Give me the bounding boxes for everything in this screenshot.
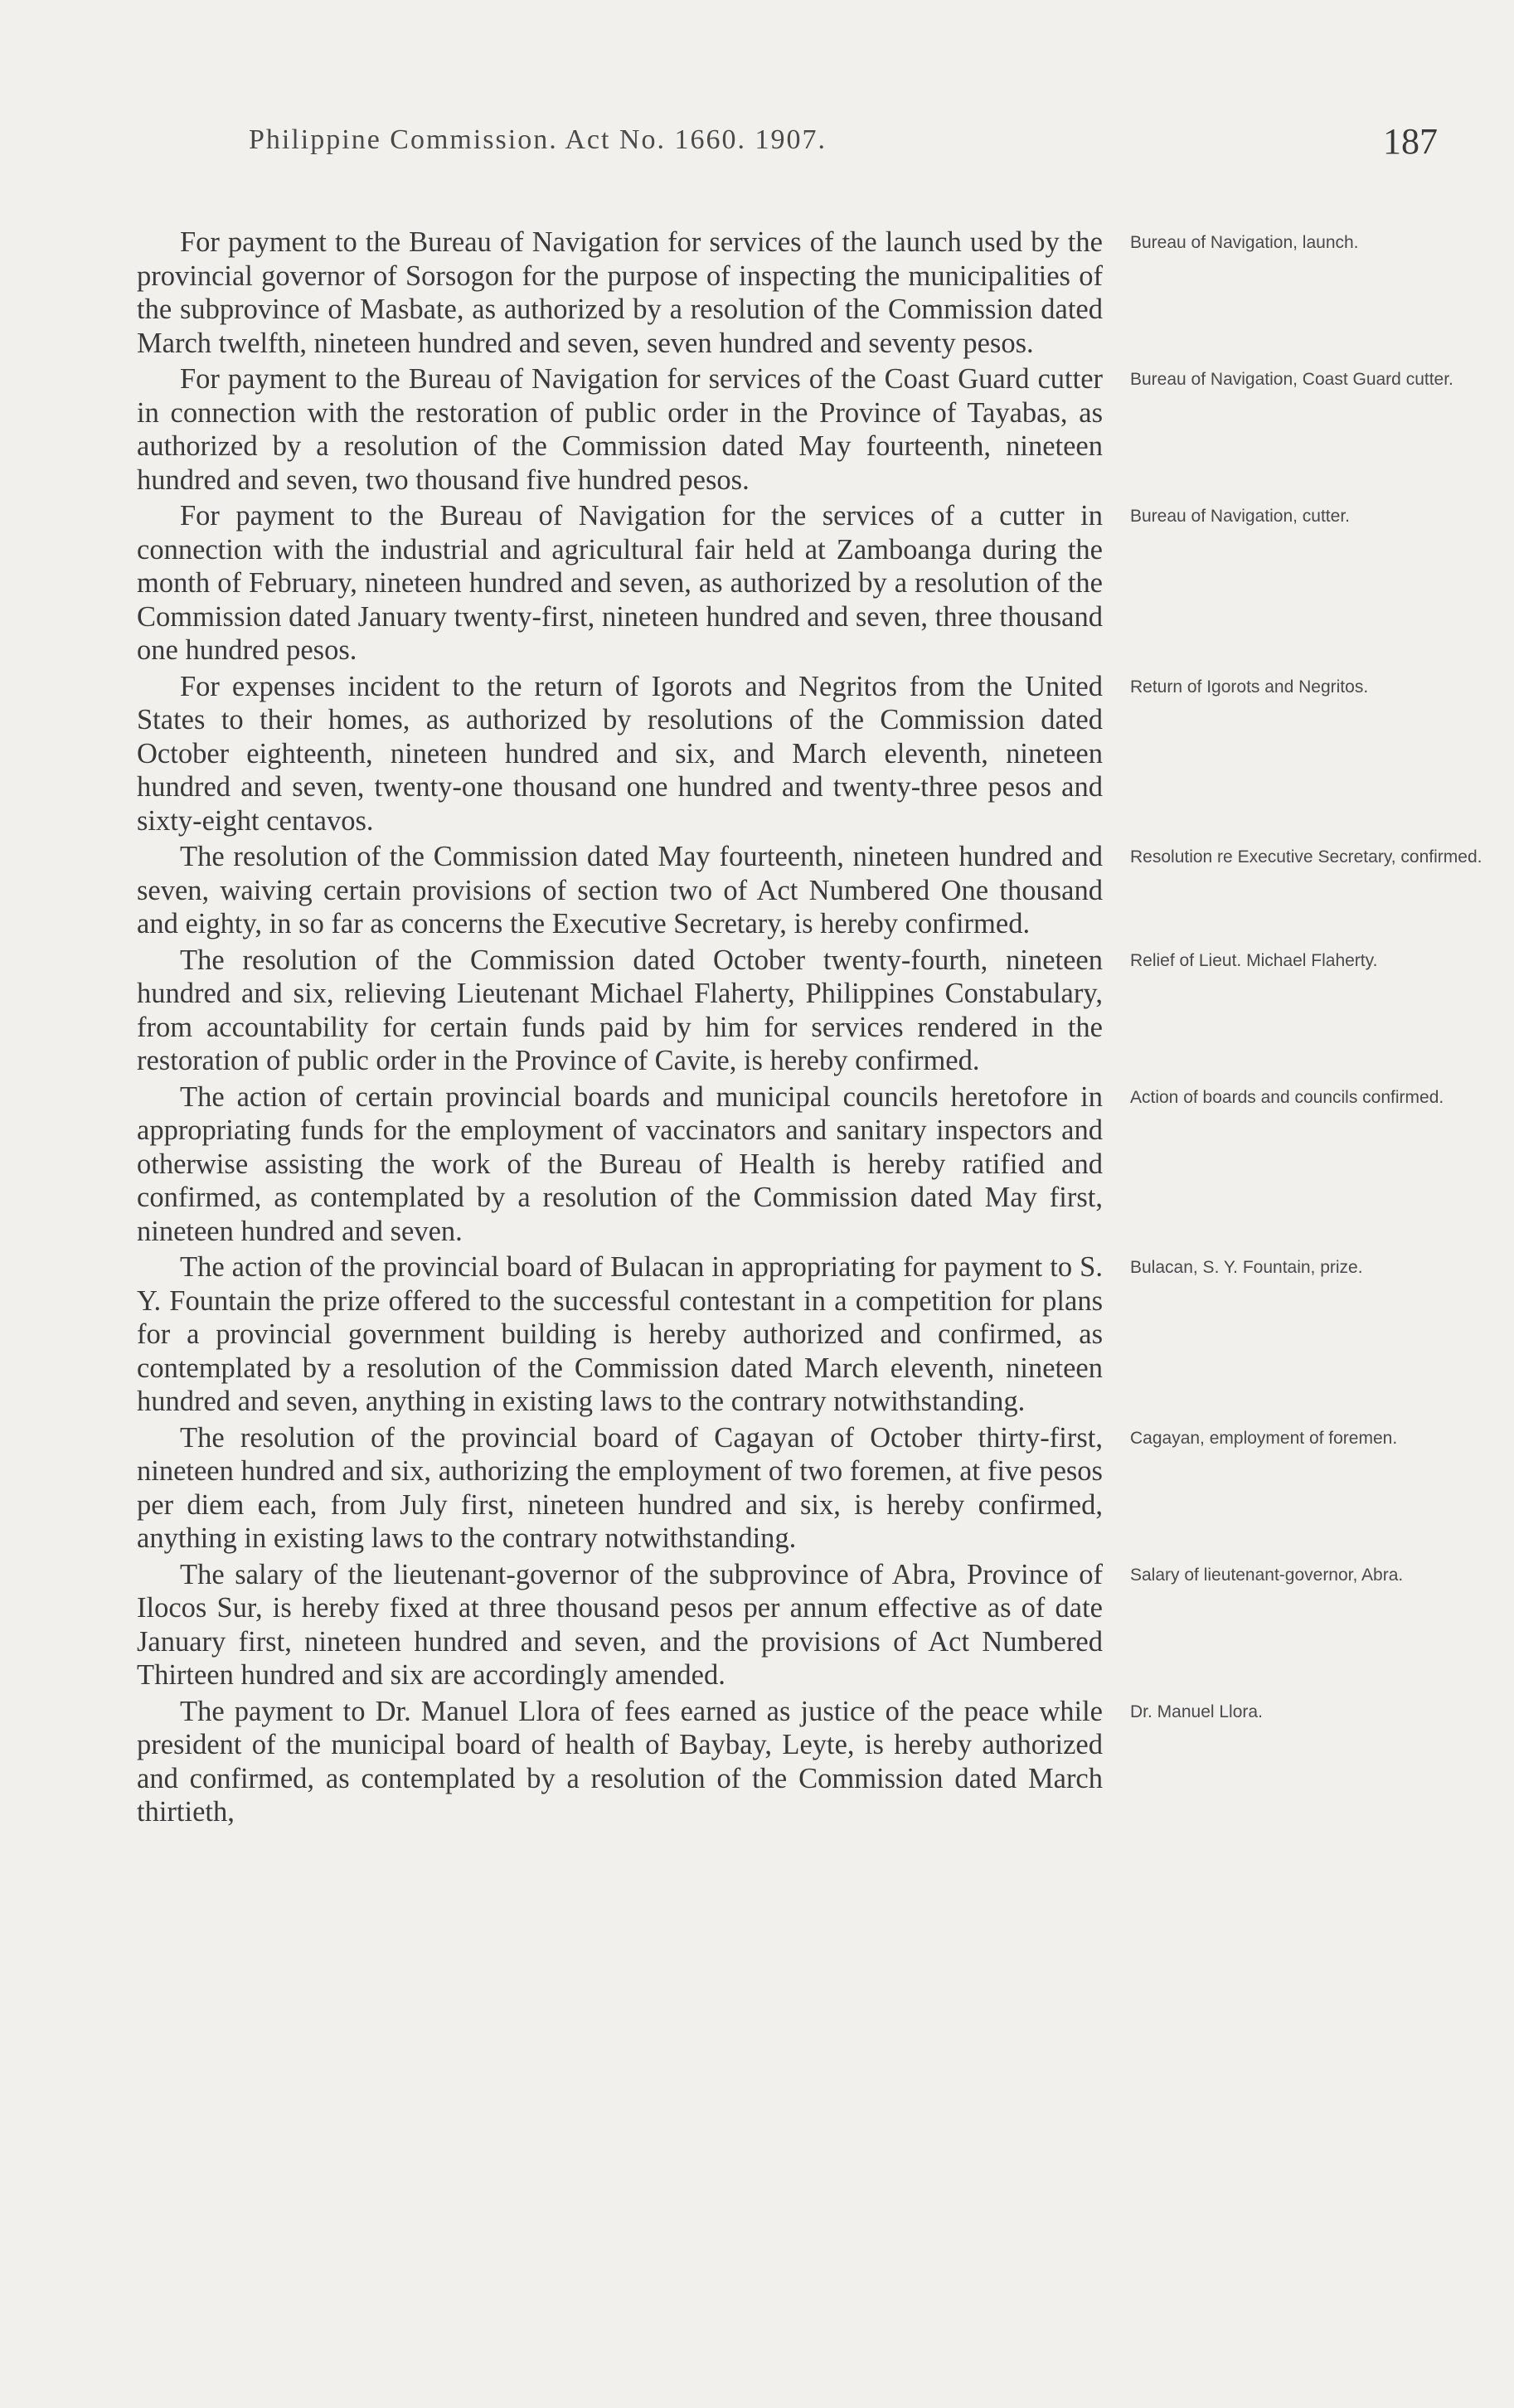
margin-note: Return of Igorots and Negritos. (1130, 677, 1369, 697)
page-number: 187 (1383, 121, 1438, 162)
paragraph-5 (137, 840, 1482, 941)
paragraph-2 (137, 362, 1453, 497)
paragraph-text: The action of certain provincial boards and municipal councils heretofore in appropriating funds for the employment of vaccinators and sanitary inspectors and otherwise assisting the work of the Bureau of Health is hereby ratified and confirmed, as contemplated by a resolution of the Commission dated May first, nineteen hundred and seven. (137, 1080, 1103, 1247)
paragraph-text: The action of the provincial board of Bulacan in appropriating for payment to S. Y. Fountain the prize offered to the successful contestant in a competition for plans for a provincial government building is hereby authorized and confirmed, as contemplated by a resolution of the Commission dated March eleventh, nineteen hundred and seven, anything in existing laws to the contrary notwithstanding. (137, 1251, 1103, 1417)
paragraph-8 (137, 1250, 1363, 1419)
paragraph-7 (137, 1080, 1444, 1249)
paragraph-text: For expenses incident to the return of Igorots and Negritos from the United States to their homes, as authorized by resolutions of the Commission dated October eighteenth, nineteen hundred and six, and March eleventh, nineteen hundred and seven, twenty-one thousand one hundred and twenty-three pesos and sixty-eight centavos. (137, 670, 1103, 837)
paragraph-text: For payment to the Bureau of Navigation for services of the launch used by the provincial governor of Sorsogon for the purpose of inspecting the municipalities of the subprovince of Masbate, as authorized by a resolution of the Commission dated March twelfth, nineteen hundred and seven, seven hundred and seventy pesos. (137, 226, 1103, 359)
paragraph-9 (137, 1421, 1398, 1556)
paragraph-text: The resolution of the provincial board of Cagayan of October thirty-first, nineteen hundred and six, authorizing the employment of two foremen, at five pesos per diem each, from July first, nineteen hundred and six, is hereby confirmed, anything in existing laws to the contrary notwithstanding. (137, 1421, 1103, 1554)
margin-note: Resolution re Executive Secretary, confirmed. (1130, 847, 1482, 867)
document-body (137, 226, 1482, 1832)
margin-note: Cagayan, employment of foremen. (1130, 1428, 1398, 1448)
margin-note: Salary of lieutenant-governor, Abra. (1130, 1565, 1404, 1585)
paragraph-text: The resolution of the Commission dated May fourteenth, nineteen hundred and seven, waiving certain provisions of section two of Act Numbered One thousand and eighty, in so far as concerns the Executive Secretary, is hereby confirmed. (137, 841, 1103, 939)
margin-note: Bureau of Navigation, cutter. (1130, 507, 1350, 526)
margin-note: Bulacan, S. Y. Fountain, prize. (1130, 1258, 1363, 1277)
paragraph-text: For payment to the Bureau of Navigation for services of the Coast Guard cutter in connection with the restoration of public order in the Province of Tayabas, as authorized by a resolution of the Commission dated May fourteenth, nineteen hundred and seven, two thousand five hundred pesos. (137, 363, 1103, 496)
margin-note: Action of boards and councils confirmed. (1130, 1087, 1444, 1107)
margin-note: Dr. Manuel Llora. (1130, 1702, 1263, 1721)
paragraph-text: The salary of the lieutenant-governor of the subprovince of Abra, Province of Ilocos Sur, is hereby fixed at three thousand pesos per annum effective as of date January first, nineteen hundred and seven, and the provisions of Act Numbered Thirteen hundred and six are accordingly amended. (137, 1558, 1103, 1691)
paragraph-6 (137, 944, 1378, 1078)
margin-note: Relief of Lieut. Michael Flaherty. (1130, 950, 1378, 970)
paragraph-text: For payment to the Bureau of Navigation for the services of a cutter in connection with the industrial and agricultural fair held at Zamboanga during the month of February, nineteen hundred and seven, as authorized by a resolution of the Commission dated January twenty-first, nineteen hundred and seven, three thousand one hundred pesos. (137, 500, 1103, 666)
paragraph-text: The resolution of the Commission dated October twenty-fourth, nineteen hundred and six, relieving Lieutenant Michael Flaherty, Philippines Constabulary, from accountability for certain funds paid by him for services rendered in the restoration of public order in the Province of Cavite, is hereby confirmed. (137, 944, 1103, 1076)
paragraph-1 (137, 226, 1359, 360)
paragraph-10 (137, 1558, 1404, 1692)
paragraph-text: The payment to Dr. Manuel Llora of fees earned as justice of the peace while president of the municipal board of health of Baybay, Leyte, is hereby authorized and confirmed, as contemplated by a resolution of the Commission dated March thirtieth, (137, 1695, 1103, 1828)
margin-note: Bureau of Navigation, launch. (1130, 233, 1359, 252)
running-head: Philippine Commission. Act No. 1660. 1907. (249, 124, 827, 155)
paragraph-3 (137, 499, 1350, 668)
paragraph-4 (137, 670, 1369, 838)
paragraph-11 (137, 1695, 1263, 1829)
margin-note: Bureau of Navigation, Coast Guard cutter. (1130, 370, 1453, 389)
